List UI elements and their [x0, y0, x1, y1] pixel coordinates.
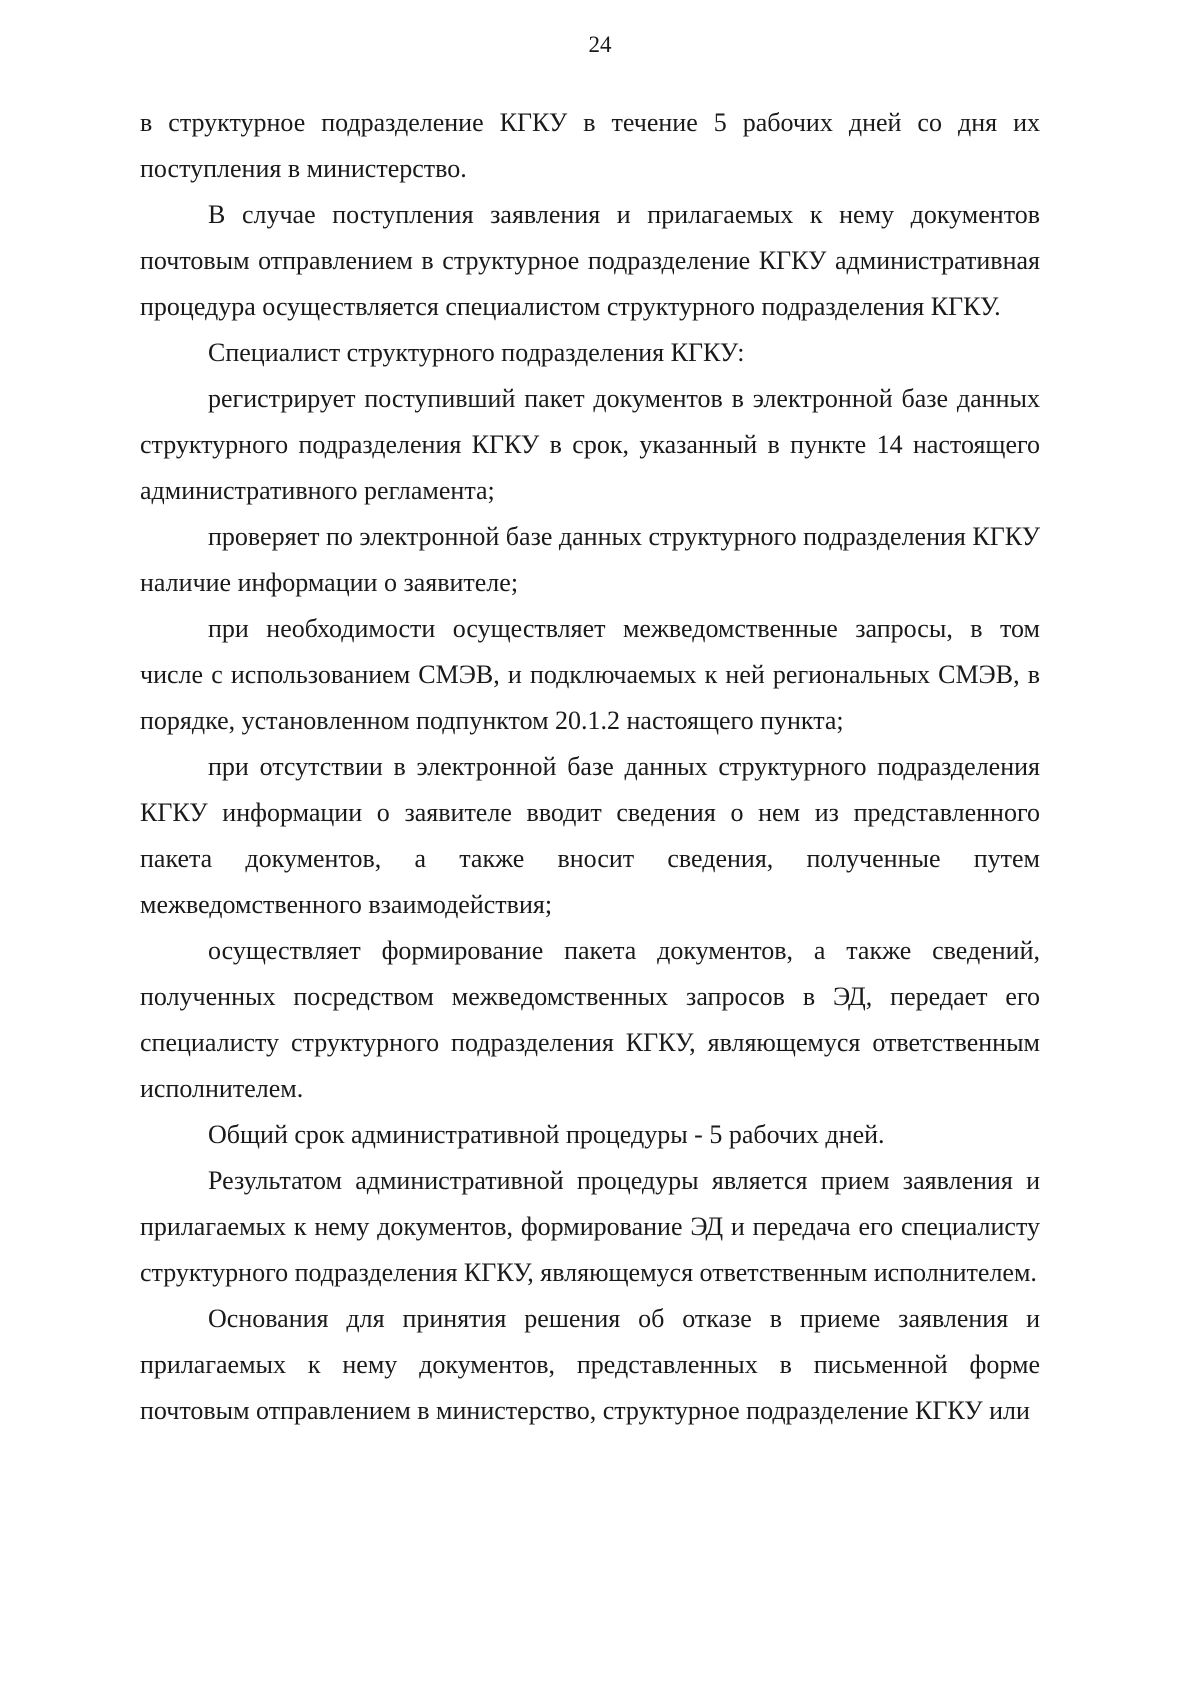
paragraph-checks-database: проверяет по электронной базе данных структурного подразделения КГКУ наличие информации о заявителе;: [140, 522, 1040, 597]
paragraph-interagency-requests: при необходимости осуществляет межведомственные запросы, в том числе с использованием СМЭВ, и подключаемых к ней региональных СМЭВ, в порядке, установленном подпунктом 20.1.2 настоящего пункта;: [140, 614, 1040, 735]
page-number: 24: [588, 32, 612, 57]
paragraph-refusal-grounds: Основания для принятия решения об отказе в приеме заявления и прилагаемых к нему документов, представленных в письменной форме почтовым отправлением в министерство, структурное подразделение КГКУ или: [140, 1304, 1040, 1425]
paragraph-registers-package: регистрирует поступивший пакет документов в электронной базе данных структурного подразделения КГКУ в срок, указанный в пункте 14 настоящего административного регламента;: [140, 384, 1040, 505]
paragraph-continuation: в структурное подразделение КГКУ в течение 5 рабочих дней со дня их поступления в министерство.: [140, 108, 1040, 183]
paragraph-postal-submission: В случае поступления заявления и прилагаемых к нему документов почтовым отправлением в структурное подразделение КГКУ административная процедура осуществляется специалистом структурного подразделения КГКУ.: [140, 200, 1040, 321]
paragraph-forms-package: осуществляет формирование пакета документов, а также сведений, полученных посредством межведомственных запросов в ЭД, передает его специалисту структурного подразделения КГКУ, являющемуся ответственным исполнителем.: [140, 936, 1040, 1103]
document-body: [140, 100, 1040, 1434]
paragraph-procedure-result: Результатом административной процедуры является прием заявления и прилагаемых к нему документов, формирование ЭД и передача его специалисту структурного подразделения КГКУ, являющемуся ответственным исполнителем.: [140, 1166, 1040, 1287]
paragraph-total-term: Общий срок административной процедуры - 5 рабочих дней.: [208, 1120, 885, 1149]
paragraph-specialist-intro: Специалист структурного подразделения КГКУ:: [208, 338, 745, 367]
paragraph-enters-information: при отсутствии в электронной базе данных структурного подразделения КГКУ информации о заявителе вводит сведения о нем из представленного пакета документов, а также вносит сведения, полученные путем межведомственного взаимодействия;: [140, 752, 1040, 919]
